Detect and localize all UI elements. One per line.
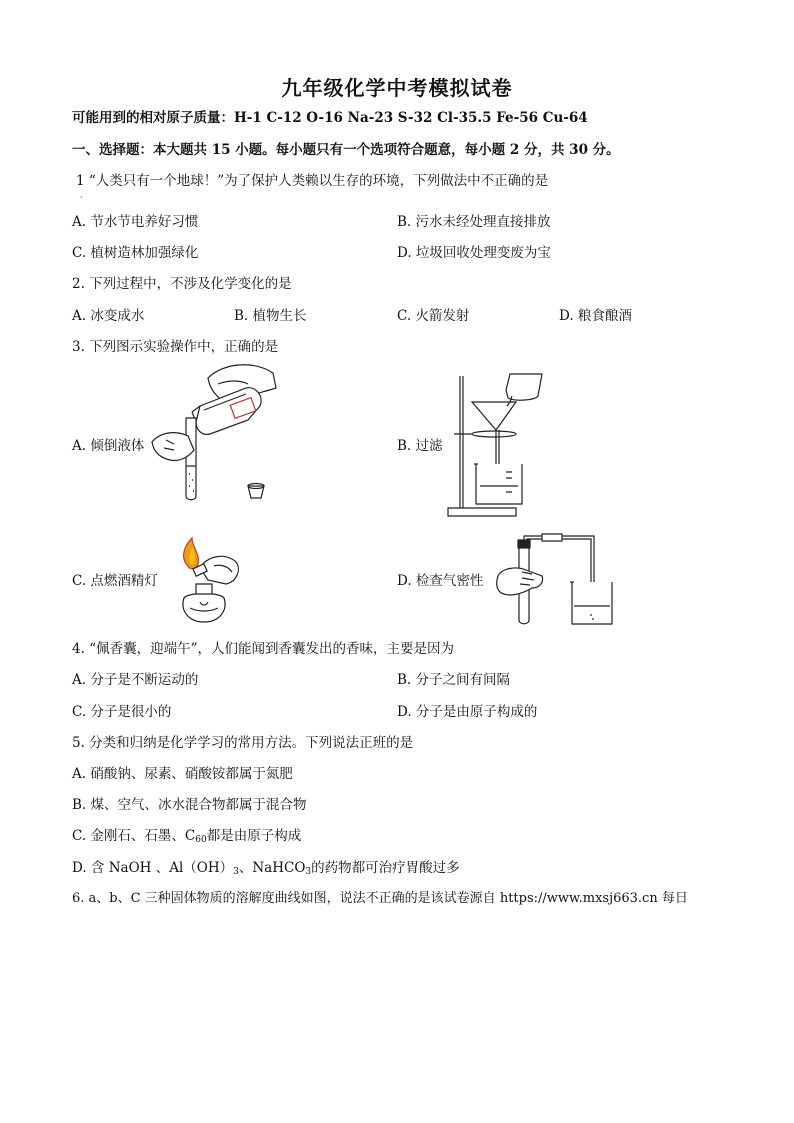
q2-option-c: C. 火箭发射 [397, 308, 470, 324]
q5-option-c-tail: 都是由原子构成 [206, 828, 302, 844]
q5-option-d-middle: 、NaHCO [238, 860, 306, 876]
page-title: 九年级化学中考模拟试卷 [281, 76, 513, 100]
q1-option-a: A. 节水节电养好习惯 [72, 214, 199, 230]
q5-option-d [72, 859, 460, 881]
q3-option-b: B. 过滤 [397, 438, 443, 454]
q5-option-a: A. 硝酸钠、尿素、硝酸铵都属于氮肥 [72, 766, 293, 782]
q5-option-d-text: D. 含 NaOH 、Al（OH） [72, 860, 234, 876]
q1-stem: 1 “人类只有一个地球！”为了保护人类赖以生存的环境，下列做法中不正确的是 [76, 173, 549, 189]
q4-stem: 4. “佩香囊，迎端午”，人们能闻到香囊发出的香味，主要是因为 [72, 641, 454, 657]
q4-option-c: C. 分子是很小的 [72, 704, 172, 720]
q3-option-d: D. 检查气密性 [397, 573, 484, 589]
q5-option-c-text: C. 金刚石、石墨、C [72, 828, 196, 844]
q3-stem: 3. 下列图示实验操作中，正确的是 [72, 339, 279, 355]
q5-option-c-subscript: 60 [195, 835, 207, 845]
q6-stem: 6. a、b、C 三种固体物质的溶解度曲线如图，说法不正确的是该试卷源自 https://www.mxsj663.cn 每日 [72, 891, 688, 906]
q4-option-d: D. 分子是由原子构成的 [397, 704, 538, 720]
pouring-liquid-figure [148, 358, 278, 503]
small-dot: · [80, 193, 83, 202]
q5-option-d-subscript-2: 3 [305, 867, 312, 877]
q5-stem: 5. 分类和归纳是化学学习的常用方法。下列说法正班的是 [72, 735, 414, 751]
q1-option-d: D. 垃圾回收处理变废为宝 [397, 245, 551, 261]
q2-option-d: D. 粮食酿酒 [559, 308, 632, 324]
q5-option-d-subscript-1: 3 [233, 867, 239, 877]
q1-option-b: B. 污水未经处理直接排放 [397, 214, 551, 230]
q2-option-a: A. 冰变成水 [72, 308, 145, 324]
q5-option-b: B. 煤、空气、冰水混合物都属于混合物 [72, 797, 307, 813]
q4-option-b: B. 分子之间有间隔 [397, 672, 511, 688]
q1-option-c: C. 植树造林加强绿化 [72, 245, 199, 261]
q3-option-a: A. 倾倒液体 [72, 438, 145, 454]
section-heading: 一、选择题：本大题共 15 小题。每小题只有一个选项符合题意，每小题 2 分，共 30 分。 [72, 142, 620, 158]
airtightness-figure [492, 532, 616, 628]
filtration-figure [446, 368, 546, 518]
alcohol-lamp-figure [170, 536, 250, 628]
q2-option-b: B. 植物生长 [234, 308, 307, 324]
q2-stem: 2. 下列过程中，不涉及化学变化的是 [72, 276, 292, 292]
atomic-masses: 可能用到的相对原子质量：H-1 C-12 O-16 Na-23 S-32 Cl-35.5 Fe-56 Cu-64 [72, 110, 588, 126]
q5-option-c [72, 827, 301, 849]
q5-option-d-tail: 的药物都可治疗胃酸过多 [311, 860, 460, 876]
q4-option-a: A. 分子是不断运动的 [72, 672, 199, 688]
q3-option-c: C. 点燃酒精灯 [72, 573, 158, 589]
